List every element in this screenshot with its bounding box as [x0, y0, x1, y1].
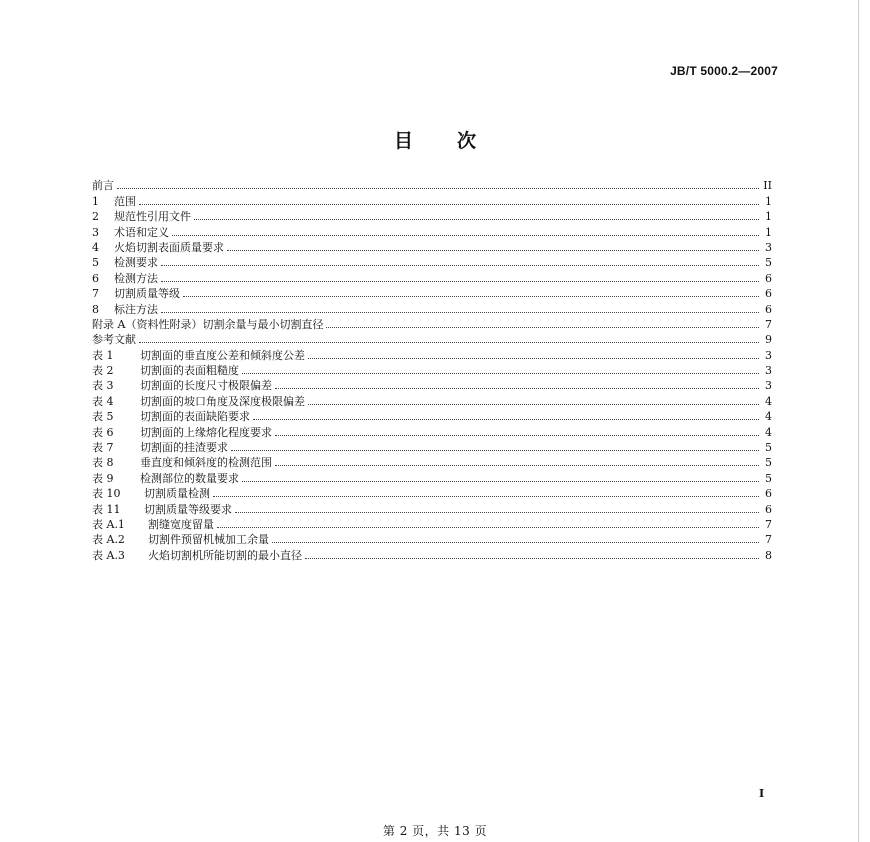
toc-entry-page: 5 — [765, 471, 772, 485]
toc-entry-page: 7 — [765, 317, 772, 331]
toc-entry-page: 6 — [765, 502, 772, 516]
toc-dot-leader — [227, 250, 759, 251]
toc-entry-number: 表 A.3 — [92, 548, 125, 562]
toc-entry-number: 表 1 — [92, 348, 114, 362]
toc-entry-page: 3 — [765, 364, 772, 378]
toc-entry-page: 7 — [765, 517, 772, 531]
toc-entry-page: 5 — [765, 441, 772, 455]
toc-entry-number: 表 5 — [92, 410, 114, 424]
toc-entry-label: 切割面的挂渣要求 — [140, 441, 228, 455]
toc-entry-label: 切割面的坡口角度及深度极限偏差 — [140, 394, 305, 408]
toc-entry-label: 规范性引用文件 — [114, 210, 191, 224]
toc-entry-page: 6 — [765, 271, 772, 285]
toc-entry-label: 垂直度和倾斜度的检测范围 — [140, 456, 272, 470]
toc-entry[interactable] — [92, 239, 772, 254]
toc-entry-number: 表 8 — [92, 456, 114, 470]
toc-dot-leader — [161, 281, 759, 282]
toc-entry[interactable] — [92, 192, 772, 207]
toc-entry-number: 表 4 — [92, 394, 114, 408]
toc-entry-page: 4 — [765, 425, 772, 439]
toc-entry[interactable] — [92, 300, 772, 315]
toc-entry[interactable] — [92, 454, 772, 469]
toc-entry-number: 表 11 — [92, 502, 121, 516]
toc-entry[interactable] — [92, 269, 772, 284]
toc-entry[interactable] — [92, 223, 772, 238]
toc-dot-leader — [231, 450, 759, 451]
toc-dot-leader — [235, 512, 759, 513]
toc-entry-number: 6 — [92, 271, 99, 285]
toc-entry-number: 表 9 — [92, 471, 114, 485]
toc-entry[interactable] — [92, 516, 772, 531]
toc-entry-page: 5 — [765, 456, 772, 470]
toc-dot-leader — [275, 388, 759, 389]
page-footer: 第 2 页，共 13 页 — [382, 824, 488, 838]
toc-entry-page: 3 — [765, 240, 772, 254]
toc-entry-page: II — [763, 179, 772, 193]
toc-dot-leader — [213, 496, 759, 497]
toc-entry[interactable] — [92, 346, 772, 361]
toc-entry-number: 8 — [92, 302, 99, 316]
toc-entry[interactable] — [92, 392, 772, 407]
toc-dot-leader — [326, 327, 759, 328]
toc-entry-label: 切割面的表面粗糙度 — [140, 364, 239, 378]
toc-entry-label: 切割面的表面缺陷要求 — [140, 410, 250, 424]
toc-entry-number: 表 6 — [92, 425, 114, 439]
toc-entry-label: 割缝宽度留量 — [148, 517, 214, 531]
toc-dot-leader — [139, 342, 759, 343]
toc-entry-label: 切割质量等级 — [114, 287, 180, 301]
toc-entry[interactable] — [92, 500, 772, 515]
toc-dot-leader — [275, 435, 759, 436]
toc-entry[interactable] — [92, 254, 772, 269]
toc-entry[interactable] — [92, 546, 772, 561]
toc-entry-label: 切割面的垂直度公差和倾斜度公差 — [140, 348, 305, 362]
toc-entry-label: 附录 A（资料性附录）切割余量与最小切割直径 — [92, 317, 324, 331]
toc-dot-leader — [308, 358, 759, 359]
toc-dot-leader — [305, 558, 759, 559]
toc-entry-label: 参考文献 — [92, 333, 136, 347]
toc-dot-leader — [308, 404, 759, 405]
toc-entry-page: 3 — [765, 348, 772, 362]
toc-entry-label: 检测部位的数量要求 — [140, 471, 239, 485]
toc-dot-leader — [117, 188, 759, 189]
table-of-contents — [92, 177, 772, 562]
toc-entry-page: 6 — [765, 302, 772, 316]
toc-entry-label: 切割件预留机械加工余量 — [148, 533, 269, 547]
toc-dot-leader — [161, 265, 759, 266]
toc-entry-number: 7 — [92, 287, 99, 301]
toc-entry-label: 检测要求 — [114, 256, 158, 270]
toc-entry-page: 8 — [765, 548, 772, 562]
toc-entry-label: 火焰切割表面质量要求 — [114, 240, 224, 254]
toc-dot-leader — [161, 312, 759, 313]
toc-dot-leader — [172, 235, 759, 236]
toc-entry-page: 9 — [765, 333, 772, 347]
toc-entry-page: 4 — [765, 410, 772, 424]
toc-entry-page: 4 — [765, 394, 772, 408]
toc-entry-number: 3 — [92, 225, 99, 239]
toc-dot-leader — [253, 419, 759, 420]
toc-entry-number: 2 — [92, 210, 99, 224]
toc-entry[interactable] — [92, 331, 772, 346]
toc-entry-number: 表 10 — [92, 487, 121, 501]
toc-entry-number: 5 — [92, 256, 99, 270]
toc-entry-label: 检测方法 — [114, 271, 158, 285]
toc-entry-number: 表 3 — [92, 379, 114, 393]
toc-dot-leader — [183, 296, 759, 297]
toc-entry-page: 1 — [765, 194, 772, 208]
page-title: 目次 — [393, 130, 520, 152]
toc-dot-leader — [139, 204, 759, 205]
toc-entry[interactable] — [92, 316, 772, 331]
toc-entry[interactable] — [92, 285, 772, 300]
toc-entry-label: 术语和定义 — [114, 225, 169, 239]
toc-entry-number: 表 2 — [92, 364, 114, 378]
toc-entry-number: 表 7 — [92, 441, 114, 455]
toc-entry[interactable] — [92, 439, 772, 454]
toc-entry[interactable] — [92, 469, 772, 484]
toc-entry-label: 范围 — [114, 194, 136, 208]
toc-entry-number: 1 — [92, 194, 99, 208]
toc-entry-page: 6 — [765, 487, 772, 501]
page-number-roman: I — [759, 787, 765, 800]
toc-dot-leader — [242, 481, 759, 482]
toc-entry-page: 1 — [765, 225, 772, 239]
toc-entry[interactable] — [92, 531, 772, 546]
toc-dot-leader — [242, 373, 759, 374]
toc-entry-page: 5 — [765, 256, 772, 270]
toc-entry[interactable] — [92, 208, 772, 223]
toc-entry[interactable] — [92, 177, 772, 192]
toc-entry-label: 切割面的长度尺寸极限偏差 — [140, 379, 272, 393]
toc-entry-label: 火焰切割机所能切割的最小直径 — [148, 548, 302, 562]
toc-entry-number: 4 — [92, 240, 99, 254]
toc-entry-label: 切割面的上缘熔化程度要求 — [140, 425, 272, 439]
document-code: JB/T 5000.2—2007 — [670, 64, 778, 78]
toc-entry[interactable] — [92, 362, 772, 377]
toc-entry[interactable] — [92, 377, 772, 392]
toc-dot-leader — [275, 465, 759, 466]
toc-entry-label: 切割质量检测 — [144, 487, 210, 501]
toc-entry[interactable] — [92, 423, 772, 438]
toc-dot-leader — [217, 527, 759, 528]
toc-entry-label: 标注方法 — [114, 302, 158, 316]
toc-entry[interactable] — [92, 485, 772, 500]
toc-entry-page: 6 — [765, 287, 772, 301]
toc-entry-page: 7 — [765, 533, 772, 547]
toc-entry[interactable] — [92, 408, 772, 423]
toc-dot-leader — [194, 219, 759, 220]
toc-entry-label: 前言 — [92, 179, 114, 193]
toc-entry-label: 切割质量等级要求 — [144, 502, 232, 516]
toc-entry-number: 表 A.1 — [92, 517, 125, 531]
toc-entry-number: 表 A.2 — [92, 533, 125, 547]
toc-entry-page: 1 — [765, 210, 772, 224]
toc-entry-page: 3 — [765, 379, 772, 393]
toc-dot-leader — [272, 542, 759, 543]
